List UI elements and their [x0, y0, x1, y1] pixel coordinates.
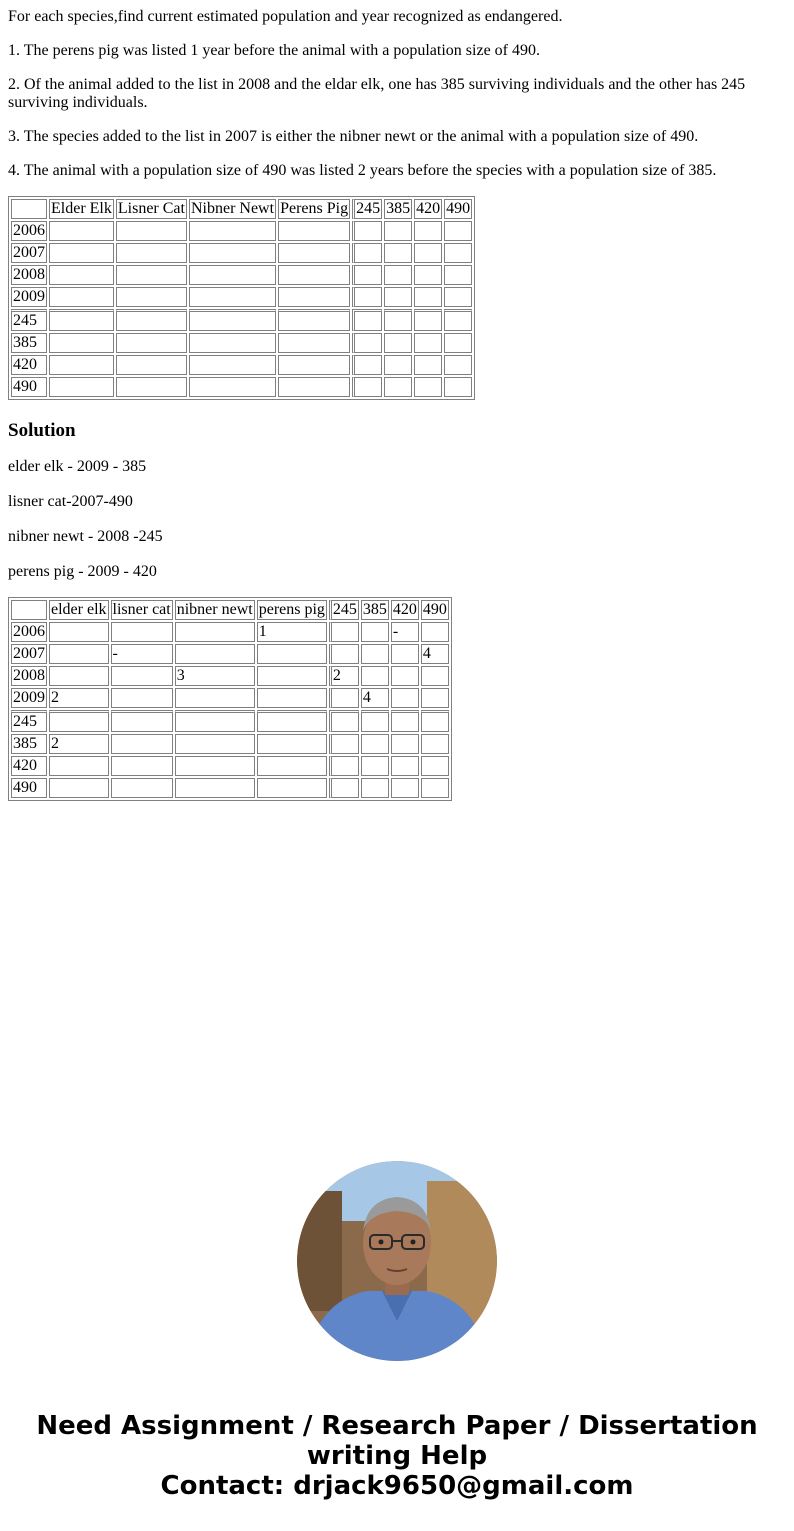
grid-col-header: 420: [416, 200, 441, 217]
grid-cell: [391, 644, 419, 664]
grid-cell: [49, 243, 114, 263]
grid-cell: [111, 688, 173, 708]
grid-cell: [384, 265, 412, 285]
clue-3: 3. The species added to the list in 2007 is either the nibner newt or the animal with a population size of 490.: [8, 128, 699, 145]
grid-cell: [189, 221, 276, 241]
grid-cell: [391, 734, 419, 754]
grid-cell: [444, 309, 472, 331]
grid-cell: [329, 710, 359, 732]
grid-cell: [384, 309, 412, 331]
grid-col-header: 245: [352, 199, 382, 219]
grid-cell: [257, 734, 327, 754]
solution-heading: Solution: [8, 420, 76, 441]
author-avatar: [297, 1161, 497, 1361]
grid-col-header: Perens Pig: [280, 200, 349, 217]
grid-col-header: 385: [386, 200, 411, 217]
grid-cell: [278, 287, 350, 307]
promo-line-1: Need Assignment / Research Paper / Dissertation: [36, 1411, 758, 1441]
grid-cell: [175, 756, 255, 776]
author-portrait-image: [297, 1161, 497, 1361]
grid-cell: [414, 265, 442, 285]
grid-corner-cell: [11, 199, 47, 219]
grid-cell: [111, 778, 173, 798]
grid-cell: [444, 333, 472, 353]
grid-cell: [329, 622, 359, 642]
grid-cell: [384, 221, 412, 241]
grid-cell: [49, 666, 109, 686]
grid-cell: [329, 734, 359, 754]
grid-cell: 2: [329, 666, 359, 686]
grid-cell: [352, 355, 382, 375]
clue-2: 2. Of the animal added to the list in 2008 and the eldar elk, one has 385 surviving individuals and the other has 245 surviving individuals.: [8, 76, 746, 111]
grid-cell: [444, 265, 472, 285]
grid-cell: [257, 710, 327, 732]
logic-grid-solved: [8, 597, 786, 801]
grid-cell: [111, 710, 173, 732]
grid-col-header: elder elk: [51, 601, 107, 618]
grid-cell: [278, 333, 350, 353]
grid-cell: [414, 309, 442, 331]
grid-cell: [444, 377, 472, 397]
grid-cell: [329, 756, 359, 776]
grid-cell: 1: [257, 622, 327, 642]
grid-cell: [421, 666, 449, 686]
grid-cell: [257, 644, 327, 664]
grid-col-header: 245: [329, 600, 359, 620]
grid-cell: [257, 666, 327, 686]
grid-header-row: [11, 600, 449, 620]
grid-row-header: 2009: [13, 689, 45, 706]
grid-cell: [189, 287, 276, 307]
grid-cell: [384, 243, 412, 263]
grid-row-header: 2007: [13, 244, 45, 261]
grid-cell: [257, 756, 327, 776]
grid-row: [11, 221, 472, 241]
grid-row-header: 420: [11, 355, 47, 375]
grid-row: [11, 355, 472, 375]
grid-cell: [278, 243, 350, 263]
grid-row-header: 385: [11, 333, 47, 353]
grid-cell: [352, 309, 382, 331]
grid-cell: [189, 333, 276, 353]
grid-cell: [352, 243, 382, 263]
grid-cell: [421, 622, 449, 642]
grid-row-header: 490: [11, 778, 47, 798]
grid-row: [11, 710, 449, 732]
grid-cell: [49, 309, 114, 331]
solution-grid-table: [8, 597, 452, 801]
grid-cell: [361, 756, 389, 776]
grid-row: [11, 778, 449, 798]
grid-cell: [257, 688, 327, 708]
grid-row: [11, 333, 472, 353]
grid-cell: 4: [361, 688, 389, 708]
grid-cell: [111, 666, 173, 686]
promo-line-2: writing Help: [306, 1441, 488, 1471]
grid-row-header: 2008: [13, 667, 45, 684]
grid-cell: [361, 734, 389, 754]
grid-col-header: Lisner Cat: [117, 200, 185, 217]
grid-cell: [49, 377, 114, 397]
grid-cell: [175, 710, 255, 732]
grid-cell: [49, 622, 109, 642]
grid-cell: [49, 221, 114, 241]
grid-cell: [111, 756, 173, 776]
question-intro: For each species,find current estimated population and year recognized as endangered.: [8, 8, 563, 25]
grid-cell: [384, 287, 412, 307]
grid-cell: [421, 778, 449, 798]
grid-cell: [189, 265, 276, 285]
grid-cell: [329, 644, 359, 664]
grid-row: [11, 688, 449, 708]
grid-row: [11, 243, 472, 263]
grid-row-header: 245: [11, 710, 47, 732]
grid-cell: [391, 756, 419, 776]
grid-row-header: 420: [11, 756, 47, 776]
grid-row: [11, 287, 472, 307]
grid-cell: -: [391, 622, 419, 642]
grid-cell: [116, 355, 187, 375]
grid-cell: [444, 287, 472, 307]
grid-header-row: [11, 199, 472, 219]
grid-cell: [257, 778, 327, 798]
grid-cell: [116, 287, 187, 307]
grid-col-header: 385: [362, 601, 387, 618]
grid-cell: [49, 778, 109, 798]
grid-cell: [175, 622, 255, 642]
grid-cell: [278, 309, 350, 331]
grid-cell: 2: [49, 734, 109, 754]
promo-contact: Contact: drjack9650@gmail.com: [160, 1471, 634, 1501]
promo-footer: [0, 1411, 794, 1501]
grid-row: [11, 622, 449, 642]
grid-cell: [361, 622, 389, 642]
grid-cell: [414, 377, 442, 397]
grid-cell: 4: [421, 644, 449, 664]
grid-cell: [189, 309, 276, 331]
grid-cell: [189, 355, 276, 375]
grid-cell: [116, 221, 187, 241]
grid-corner-cell: [11, 600, 47, 620]
grid-cell: [414, 287, 442, 307]
grid-cell: [116, 243, 187, 263]
grid-cell: [329, 778, 359, 798]
grid-cell: [116, 333, 187, 353]
grid-row: [11, 644, 449, 664]
grid-col-header: 420: [392, 601, 417, 618]
grid-cell: [444, 355, 472, 375]
grid-row: [11, 377, 472, 397]
grid-cell: [329, 688, 359, 708]
grid-cell: [361, 666, 389, 686]
grid-cell: [49, 265, 114, 285]
grid-cell: [391, 688, 419, 708]
grid-cell: [278, 221, 350, 241]
grid-row-header: 2006: [13, 623, 45, 640]
grid-row-header: 2008: [13, 266, 45, 283]
grid-cell: [116, 265, 187, 285]
grid-cell: [421, 756, 449, 776]
grid-col-header: lisner cat: [112, 601, 171, 618]
grid-cell: [49, 355, 114, 375]
grid-cell: [175, 688, 255, 708]
grid-cell: [278, 355, 350, 375]
grid-col-header: 490: [446, 200, 471, 217]
grid-cell: [175, 644, 255, 664]
grid-row: [11, 309, 472, 331]
grid-cell: [49, 756, 109, 776]
grid-cell: [49, 333, 114, 353]
grid-cell: [361, 778, 389, 798]
grid-col-header: perens pig: [258, 601, 325, 618]
grid-cell: [116, 377, 187, 397]
grid-row-header: 385: [11, 734, 47, 754]
grid-col-header: Nibner Newt: [190, 200, 275, 217]
clue-1: 1. The perens pig was listed 1 year before the animal with a population size of 490.: [8, 42, 540, 59]
grid-cell: 3: [175, 666, 255, 686]
solution-answer: perens pig - 2009 - 420: [8, 563, 157, 580]
grid-cell: -: [111, 644, 173, 664]
grid-cell: [49, 287, 114, 307]
grid-cell: [278, 377, 350, 397]
solution-answer: nibner newt - 2008 -245: [8, 528, 163, 545]
grid-row: [11, 734, 449, 754]
grid-row-header: 2006: [13, 222, 45, 239]
grid-cell: [49, 710, 109, 732]
grid-cell: [352, 333, 382, 353]
grid-col-header: Elder Elk: [51, 200, 112, 217]
grid-cell: [361, 710, 389, 732]
grid-cell: [278, 265, 350, 285]
grid-cell: [116, 309, 187, 331]
grid-cell: [421, 688, 449, 708]
grid-row: [11, 265, 472, 285]
solution-answer: elder elk - 2009 - 385: [8, 458, 147, 475]
grid-cell: [361, 644, 389, 664]
grid-cell: [189, 243, 276, 263]
logic-grid-blank: [8, 196, 786, 400]
grid-cell: [444, 221, 472, 241]
clue-4: 4. The animal with a population size of 490 was listed 2 years before the species with a population size of 385.: [8, 162, 717, 179]
grid-cell: [49, 644, 109, 664]
grid-col-header: nibner newt: [176, 601, 253, 618]
grid-cell: [391, 666, 419, 686]
grid-cell: [421, 734, 449, 754]
grid-cell: [352, 265, 382, 285]
grid-cell: [352, 221, 382, 241]
grid-row-header: 2009: [13, 288, 45, 305]
logic-grid-table: [8, 196, 475, 400]
grid-cell: [384, 377, 412, 397]
grid-cell: [414, 243, 442, 263]
grid-cell: [384, 355, 412, 375]
grid-cell: [421, 710, 449, 732]
grid-row: [11, 666, 449, 686]
grid-cell: [414, 333, 442, 353]
grid-row-header: 2007: [13, 645, 45, 662]
grid-row: [11, 756, 449, 776]
grid-cell: [391, 778, 419, 798]
grid-row-header: 490: [11, 377, 47, 397]
grid-cell: 2: [49, 688, 109, 708]
solution-answer: lisner cat-2007-490: [8, 493, 133, 510]
grid-cell: [111, 622, 173, 642]
grid-cell: [384, 333, 412, 353]
grid-cell: [352, 287, 382, 307]
grid-cell: [189, 377, 276, 397]
grid-cell: [111, 734, 173, 754]
grid-cell: [391, 710, 419, 732]
grid-cell: [444, 243, 472, 263]
grid-cell: [175, 734, 255, 754]
grid-cell: [175, 778, 255, 798]
grid-row-header: 245: [11, 309, 47, 331]
grid-col-header: 490: [422, 601, 447, 618]
grid-cell: [414, 221, 442, 241]
grid-cell: [352, 377, 382, 397]
page-content: [0, 8, 794, 801]
grid-cell: [414, 355, 442, 375]
